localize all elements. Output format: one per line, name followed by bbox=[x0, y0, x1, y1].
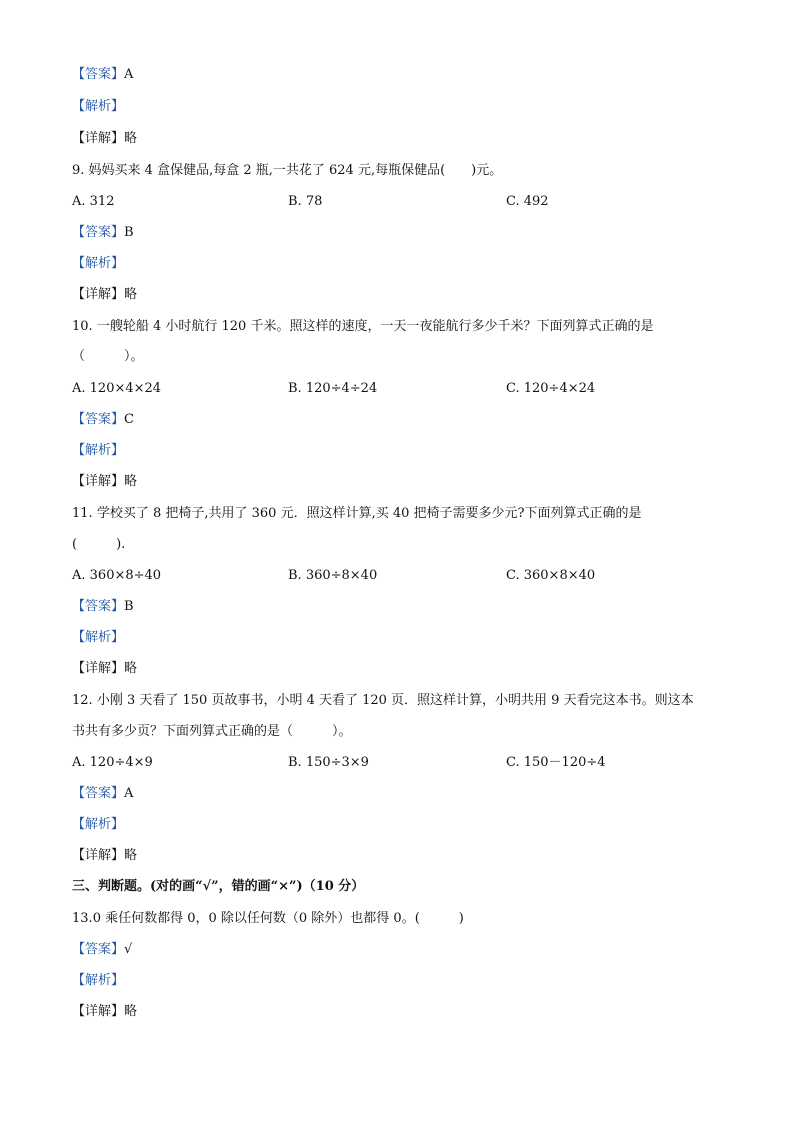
option-c: C. 150－120÷4 bbox=[506, 755, 606, 770]
analysis-tag: 【解析】 bbox=[72, 256, 125, 271]
question-number: 12. bbox=[72, 693, 93, 708]
detail-line bbox=[72, 473, 137, 491]
detail-tag: 【详解】 bbox=[72, 1004, 125, 1019]
option-b: B. 120÷4÷24 bbox=[288, 381, 378, 396]
question-10-cont: （ ）。 bbox=[72, 349, 144, 364]
option-c: C. 492 bbox=[506, 194, 549, 209]
question-10 bbox=[72, 318, 653, 336]
section-heading: 三、判断题。(对的画“√”，错的画“×”)（10 分） bbox=[72, 879, 365, 894]
detail-tag: 【详解】 bbox=[72, 661, 125, 676]
question-text: 妈妈买来 4 盒保健品,每盒 2 瓶,一共花了 624 元,每瓶保健品( )元。 bbox=[88, 163, 503, 178]
analysis-line bbox=[72, 98, 124, 116]
answer-value: A bbox=[124, 67, 134, 82]
answer-line bbox=[72, 941, 132, 959]
detail-value: 略 bbox=[124, 287, 138, 302]
answer-value: A bbox=[124, 786, 134, 801]
detail-value: 略 bbox=[124, 661, 138, 676]
answer-value: B bbox=[124, 599, 134, 614]
answer-line bbox=[72, 411, 134, 429]
question-text: 学校买了 8 把椅子,共用了 360 元．照这样计算,买 40 把椅子需要多少元?下面列算式正确的是 bbox=[96, 506, 642, 521]
option-b: B. 78 bbox=[288, 194, 323, 209]
detail-tag: 【详解】 bbox=[72, 474, 125, 489]
analysis-line bbox=[72, 442, 124, 460]
answer-line bbox=[72, 598, 134, 616]
option-a: A. 312 bbox=[72, 194, 115, 209]
answer-tag: 【答案】 bbox=[72, 67, 125, 82]
answer-tag: 【答案】 bbox=[72, 942, 125, 957]
answer-line bbox=[72, 224, 134, 242]
answer-line bbox=[72, 785, 133, 803]
analysis-line bbox=[72, 816, 124, 834]
option-b: B. 150÷3×9 bbox=[288, 755, 369, 770]
analysis-tag: 【解析】 bbox=[72, 443, 125, 458]
detail-line bbox=[72, 130, 137, 148]
question-text: 一艘轮船 4 小时航行 120 千米。照这样的速度，一天一夜能航行多少千米？下面列算式正确的是 bbox=[96, 319, 654, 334]
question-number: 9. bbox=[72, 163, 85, 178]
question-number: 10. bbox=[72, 319, 93, 334]
question-number: 13. bbox=[72, 911, 93, 926]
detail-value: 略 bbox=[124, 474, 138, 489]
analysis-line bbox=[72, 629, 124, 647]
analysis-line bbox=[72, 255, 124, 273]
option-a: A. 120÷4×9 bbox=[72, 755, 153, 770]
option-a: A. 360×8÷40 bbox=[72, 568, 162, 583]
option-c: C. 120÷4×24 bbox=[506, 381, 596, 396]
detail-value: 略 bbox=[124, 131, 138, 146]
question-11 bbox=[72, 505, 641, 523]
question-text: 小刚 3 天看了 150 页故事书，小明 4 天看了 120 页．照这样计算，小明共用 9 天看完这本书。则这本 bbox=[96, 693, 694, 708]
analysis-line bbox=[72, 972, 124, 990]
question-12 bbox=[72, 692, 694, 710]
detail-line bbox=[72, 1003, 137, 1021]
detail-tag: 【详解】 bbox=[72, 287, 125, 302]
analysis-tag: 【解析】 bbox=[72, 99, 125, 114]
question-text: 0 乘任何数都得 0，0 除以任何数（0 除外）也都得 0。( ) bbox=[92, 911, 464, 926]
detail-value: 略 bbox=[124, 848, 138, 863]
detail-line bbox=[72, 286, 137, 304]
question-number: 11. bbox=[72, 506, 93, 521]
question-11-cont: ( ). bbox=[72, 537, 126, 552]
answer-value: √ bbox=[124, 942, 133, 957]
question-13 bbox=[72, 910, 464, 928]
detail-tag: 【详解】 bbox=[72, 848, 125, 863]
answer-value: B bbox=[124, 225, 134, 240]
analysis-tag: 【解析】 bbox=[72, 630, 125, 645]
question-12-cont: 书共有多少页？下面列算式正确的是（ ）。 bbox=[72, 724, 352, 739]
answer-tag: 【答案】 bbox=[72, 599, 125, 614]
option-a: A. 120×4×24 bbox=[72, 381, 162, 396]
answer-line bbox=[72, 66, 133, 84]
question-9 bbox=[72, 162, 502, 180]
answer-tag: 【答案】 bbox=[72, 786, 125, 801]
analysis-tag: 【解析】 bbox=[72, 973, 125, 988]
detail-line bbox=[72, 660, 137, 678]
analysis-tag: 【解析】 bbox=[72, 817, 125, 832]
answer-tag: 【答案】 bbox=[72, 412, 125, 427]
detail-line bbox=[72, 847, 137, 865]
detail-value: 略 bbox=[124, 1004, 138, 1019]
detail-tag: 【详解】 bbox=[72, 131, 125, 146]
option-b: B. 360÷8×40 bbox=[288, 568, 378, 583]
option-c: C. 360×8×40 bbox=[506, 568, 596, 583]
answer-tag: 【答案】 bbox=[72, 225, 125, 240]
answer-value: C bbox=[124, 412, 134, 427]
